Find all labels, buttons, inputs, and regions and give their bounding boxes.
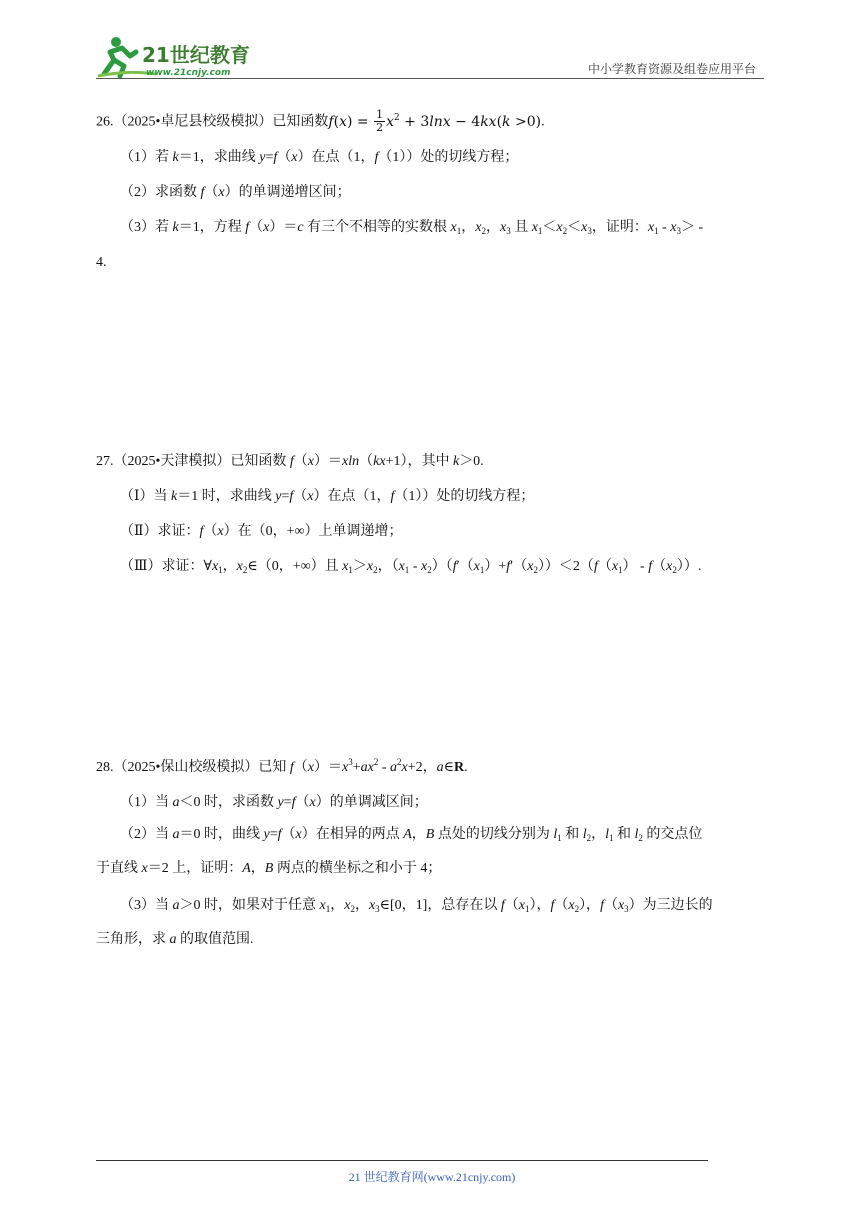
problem-title: 27.（2025•天津模拟）已知函数 f（x）＝xln（kx+1），其中 k＞0. — [96, 454, 484, 469]
problem-number: 28. — [96, 760, 114, 775]
sub-question: （Ⅲ）求证：$\forall x_1$，$x_2\in(0$，+∞）且 $x_1>x_2$，$(x_1 - x_2)(f'(x_1)+f'(x_2))<2(f(x_1) - f(x_2))$. — [120, 559, 702, 575]
logo-text: 21世纪教育 — [142, 43, 250, 67]
function-definition: f(x) = $\frac{1}{2}$ $x^2 + 3\ln x - 4kx(k >0)$ — [328, 108, 542, 134]
problem-source: （2025•卓尼县校级模拟） — [113, 114, 273, 130]
sub-question: （1）若 k＝1，求曲线 y=f（x）在点（1，f（1））处的切线方程； — [120, 149, 519, 165]
footer-divider — [96, 1160, 708, 1161]
sub-question: （3）当 a＞0 时，如果对于任意 $x_1$，$x_2$，$x_3\in[0$，1]，总存在以 $f(x_1)$，$f(x_2)$，$f(x_3)$为三边长的 三角形，求 a 的取值范围. — [96, 898, 713, 947]
site-logo — [96, 34, 256, 80]
footer-link[interactable]: 21 世纪教育网(www.21cnjy.com) — [348, 1170, 516, 1184]
sub-question: （3）若 k＝1，方程 f（x）＝c 有三个不相等的实数根 $x_1$，$x_2$，$x_3$ 且 $x_1<x_2<x_3$，证明：$x_1 - x_3>$ - 4. — [96, 219, 704, 270]
fraction: $\frac{1}{2}$ — [376, 108, 384, 134]
problem-source: （2025•保山校级模拟） — [113, 760, 259, 775]
header-divider — [96, 78, 764, 79]
sub-question: （2）求函数 f（x）的单调递增区间； — [120, 184, 351, 200]
sub-question: （Ⅱ）求证：f（x）在（0，+∞）上单调递增； — [120, 524, 403, 539]
problem-number: 26. — [96, 114, 114, 130]
problem-28 — [96, 756, 768, 957]
problem-title: 28.（2025•保山校级模拟）已知 $f(x)=x^3+ax^2 - a^2x+2$，a∈R. — [96, 757, 468, 775]
problem-source: （2025•天津模拟） — [113, 454, 231, 469]
sub-question: （Ⅰ）当 k＝1 时，求曲线 y=f（x）在点（1，f（1））处的切线方程； — [120, 489, 535, 504]
problem-number: 27. — [96, 454, 114, 469]
problem-lead: 已知函数 — [272, 114, 329, 130]
header-tagline: 中小学教育资源及组卷应用平台 — [587, 62, 756, 76]
sub-question: （2）当 a＝0 时，曲线 y=f（x）在相异的两点 A，B 点处的切线分别为 $l_1$ 和 $l_2$，$l_1$ 和 $l_2$ 的交点位 于直线 x＝2 上，证明：A，B 两点的横坐标之和小于 4； — [96, 827, 703, 876]
problem-27 — [96, 450, 768, 579]
problem-title: 26.（2025•卓尼县校级模拟）已知函数f(x) = $\frac{1}{2}$ $x^2 + 3\ln x - 4kx(k >0)$. — [96, 108, 545, 134]
logo-url: www.21cnjy.com — [146, 68, 231, 78]
problem-26 — [96, 109, 768, 275]
sub-question: （1）当 a＜0 时，求函数 y=f（x）的单调减区间； — [120, 795, 428, 810]
